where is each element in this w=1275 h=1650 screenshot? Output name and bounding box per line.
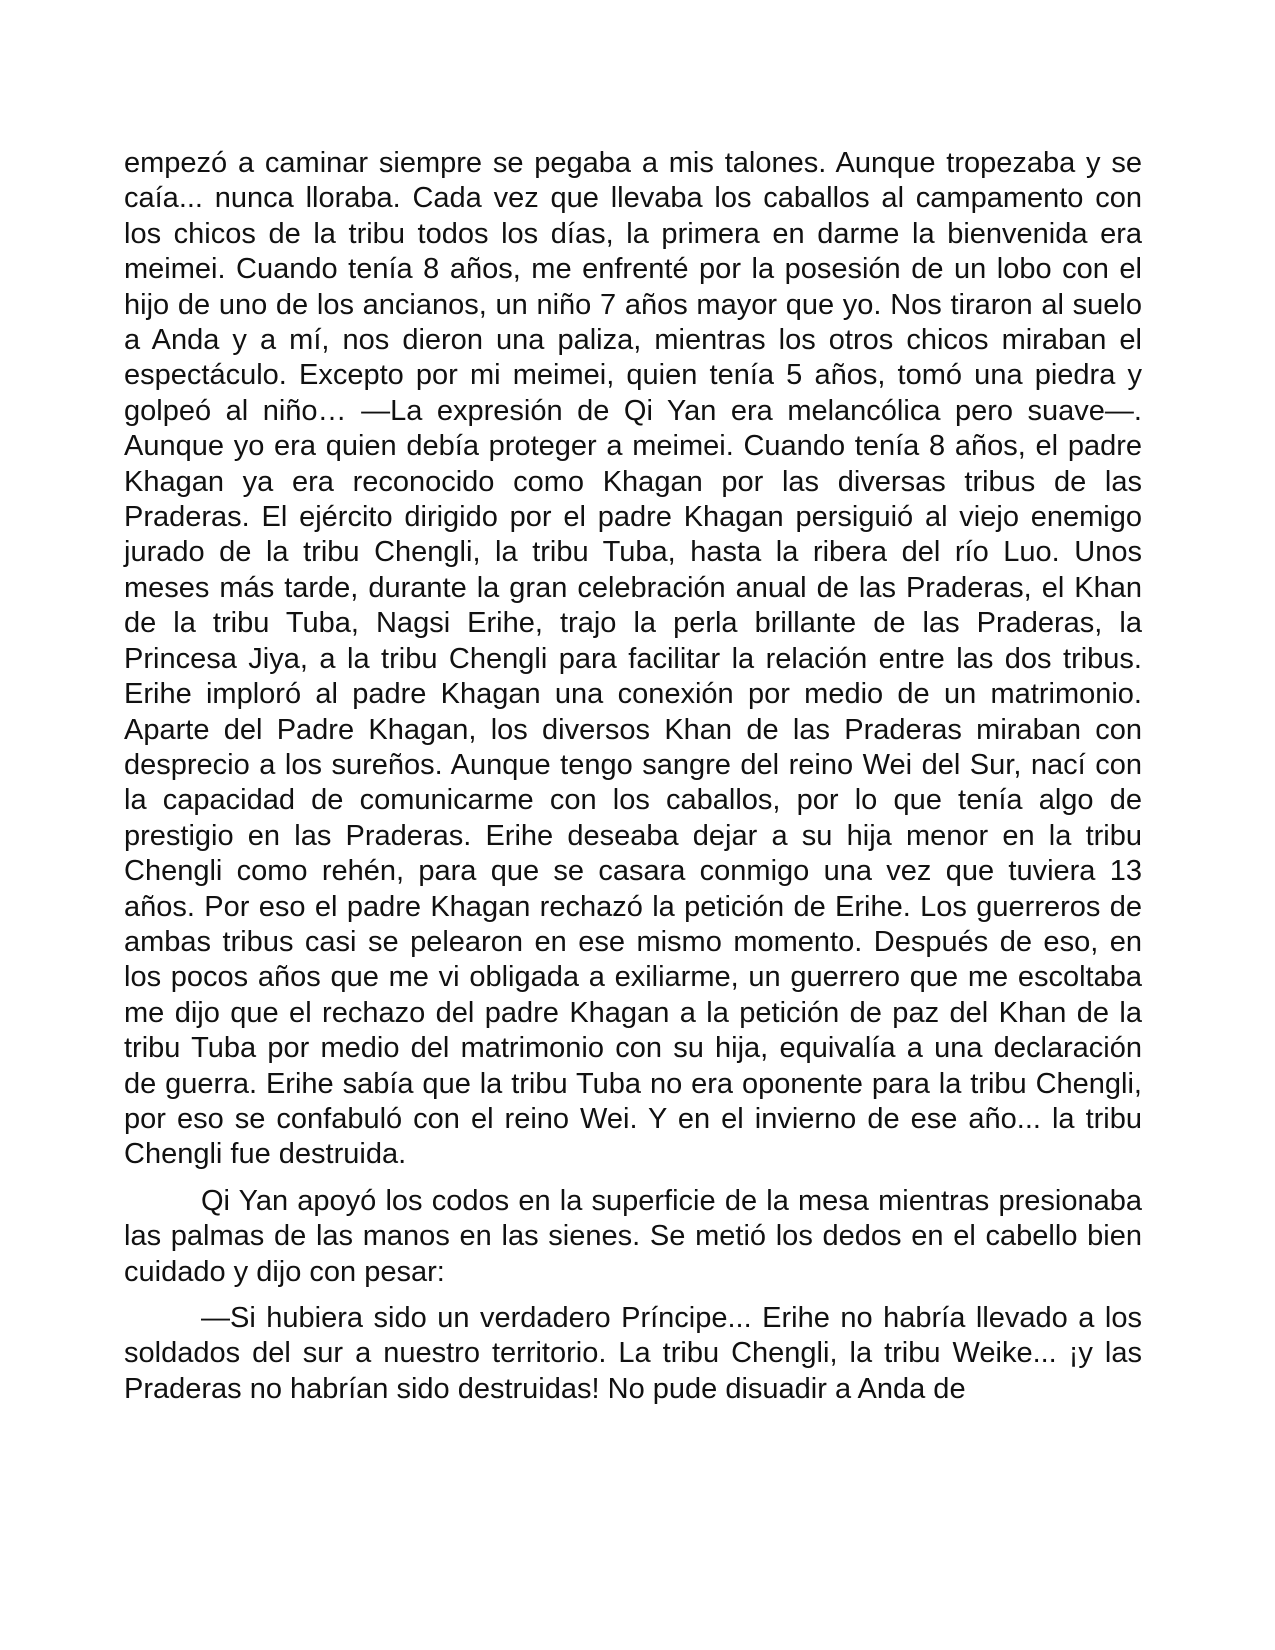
document-page bbox=[124, 146, 1142, 1407]
body-paragraph-3: —Si hubiera sido un verdadero Príncipe... Erihe no habría llevado a los soldados del sur a nuestro territorio. La tribu Chengli, la tribu Weike... ¡y las Praderas no habrían sido destruidas! No pude disuadir a Anda de bbox=[124, 1302, 1142, 1405]
body-paragraph-1: empezó a caminar siempre se pegaba a mis talones. Aunque tropezaba y se caía... nunca lloraba. Cada vez que llevaba los caballos al campamento con los chicos de la tribu todos los días, la primera en darme la bienvenida era meimei. Cuando tenía 8 años, me enfrenté por la posesión de un lobo con el hijo de uno de los ancianos, un niño 7 años mayor que yo. Nos tiraron al suelo a Anda y a mí, nos dieron una paliza, mientras los otros chicos miraban el espectáculo. Excepto por mi meimei, quien tenía 5 años, tomó una piedra y golpeó al niño… —La expresión de Qi Yan era melancólica pero suave—. Aunque yo era quien debía proteger a meimei. Cuando tenía 8 años, el padre Khagan ya era reconocido como Khagan por las diversas tribus de las Praderas. El ejército dirigido por el padre Khagan persiguió al viejo enemigo jurado de la tribu Chengli, la tribu Tuba, hasta la ribera del río Luo. Unos meses más tarde, durante la gran celebración anual de las Praderas, el Khan de la tribu Tuba, Nagsi Erihe, trajo la perla brillante de las Praderas, la Princesa Jiya, a la tribu Chengli para facilitar la relación entre las dos tribus. Erihe imploró al padre Khagan una conexión por medio de un matrimonio. Aparte del Padre Khagan, los diversos Khan de las Praderas miraban con desprecio a los sureños. Aunque tengo sangre del reino Wei del Sur, nací con la capacidad de comunicarme con los caballos, por lo que tenía algo de prestigio en las Praderas. Erihe deseaba dejar a su hija menor en la tribu Chengli como rehén, para que se casara conmigo una vez que tuviera 13 años. Por eso el padre Khagan rechazó la petición de Erihe. Los guerreros de ambas tribus casi se pelearon en ese mismo momento. Después de eso, en los pocos años que me vi obligada a exiliarme, un guerrero que me escoltaba me dijo que el rechazo del padre Khagan a la petición de paz del Khan de la tribu Tuba por medio del matrimonio con su hija, equivalía a una declaración de guerra. Erihe sabía que la tribu Tuba no era oponente para la tribu Chengli, por eso se confabuló con el reino Wei. Y en el invierno de ese año... la tribu Chengli fue destruida. bbox=[124, 147, 1142, 1171]
body-paragraph-2: Qi Yan apoyó los codos en la superficie de la mesa mientras presionaba las palmas de las manos en las sienes. Se metió los dedos en el cabello bien cuidado y dijo con pesar: bbox=[124, 1184, 1142, 1288]
